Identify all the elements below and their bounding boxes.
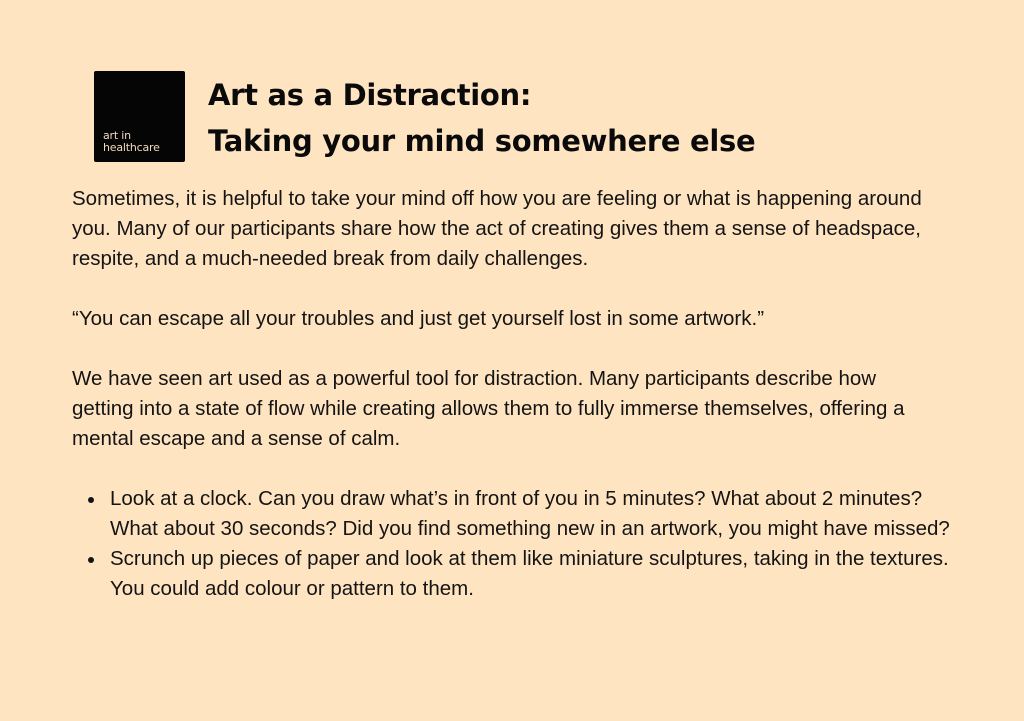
title-line-2: Taking your mind somewhere else [208, 124, 756, 158]
logo-text [103, 130, 160, 154]
logo-line-1: art in [103, 129, 131, 142]
distraction-paragraph: We have seen art used as a powerful tool for distraction. Many participants describe how getting into a state of flow while creating allows them to fully immerse themselves, offering a mental escape and a sense of calm. [72, 367, 905, 450]
participant-quote: “You can escape all your troubles and just get yourself lost in some artwork.” [72, 307, 765, 330]
activity-item-clock: Look at a clock. Can you draw what’s in front of you in 5 minutes? What about 2 minutes? What about 30 seconds? Did you find something new in an artwork, you might have missed? [110, 484, 960, 544]
activity-list [72, 484, 960, 604]
activity-item-scrunch-paper: Scrunch up pieces of paper and look at them like miniature sculptures, taking in the textures. You could add colour or pattern to them. [110, 544, 960, 604]
body-content [72, 184, 972, 604]
page-title [208, 72, 755, 164]
title-line-1: Art as a Distraction: [208, 78, 532, 112]
logo-line-2: healthcare [103, 141, 160, 154]
intro-paragraph: Sometimes, it is helpful to take your mind off how you are feeling or what is happening around you. Many of our participants share how the act of creating gives them a sense of headspace, respite, and a much-needed break from daily challenges. [72, 187, 922, 270]
art-in-healthcare-logo [94, 71, 185, 162]
